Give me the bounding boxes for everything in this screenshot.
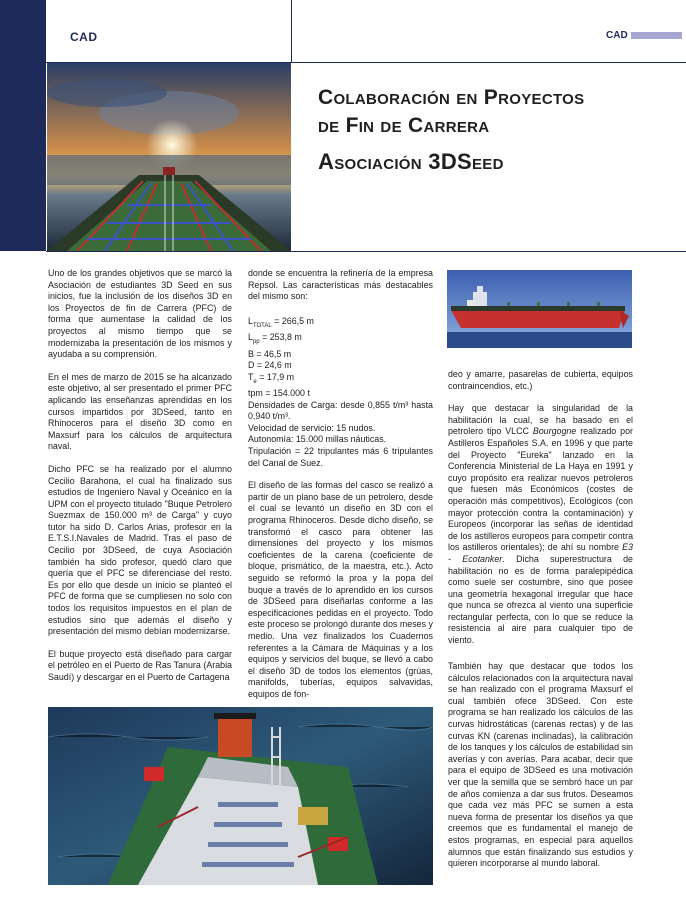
superstructure-render-image — [48, 707, 433, 885]
paragraph: deo y amarre, pasarelas de cubierta, equipos contraincendios, etc.) — [448, 369, 633, 391]
article-title-line-1: Colaboración en Proyectos — [318, 86, 585, 109]
spec-draft: $T_e = 17,9$ m — [248, 371, 295, 385]
paragraph: Hay que destacar la singularidad de la habilitación la cual, se ha basado en el petrolero tipo VLCC Bourgogne realizado por Astilleros Españoles S.A. en 1996 y que parte del Proyecto "Eureka" lanzado en la Conferencia Ministerial de La Haya en 1991 y cuyo propósito era realizar nuevos petroleros que fuesen más Económicos (costes de operación más competitivos), Ecológicos (con mayor protección contra la contaminación) y Europeos (incorporar las señas de identidad de los astilleros europeos para competir contra los astilleros orientales); de ahí su nombre E3 - Ecotanker. Dicha superestructura de habilitación no es de forma paralepipédica como suele ser costumbre, sino que posee una geometría hexagonal irregular que hace que nunca se ofrezca al viento una superficie rectangular perfecta, con lo que se reduce la resistencia al aire para cualquier tipo de viento. — [448, 403, 633, 646]
paragraph: El buque proyecto está diseñado para cargar el petróleo en el Puerto de Ras Tanura (Arabia Saudí) y descargar en el Puerto de Cartagena — [48, 648, 232, 682]
header-divider — [291, 0, 292, 62]
hero-ship-deck-image — [47, 63, 291, 251]
spec-speed: Velocidad de servicio: 15 nudos. — [248, 422, 376, 433]
column-3-lower — [448, 661, 633, 881]
spec-tpm: tpm = 154.000 t — [248, 388, 310, 399]
article-title-block — [318, 84, 678, 176]
spec-autonomy: Autonomía: 15.000 millas náuticas. — [248, 434, 387, 445]
page-header — [0, 0, 686, 62]
paragraph: donde se encuentra la refinería de la empresa Repsol. Las características más destacables del mismo son: — [248, 268, 433, 302]
section-tag-left: CAD — [70, 30, 98, 44]
article-title-line-2: de Fin de Carrera — [318, 114, 490, 137]
spec-length-total: $L_{TOTAL} = 266,5$ m — [248, 315, 314, 329]
paragraph: El diseño de las formas del casco se realizó a partir de un plano base de un petrolero, desde el cual se levantó un diseño en 3D con el programa Rhinoceros. Desde dicho diseño, se transformó el casco para obtener las dimensiones del proyecto y los mismos coeficientes de la carena (coeficiente de bloque, prismático, de la maestra, etc.). Acto seguido se reformó la proa y la popa del buque a través de lo aprendido en los cursos de 3DSeed para diseñarlas conforme a las especificaciones pedidas en el proyecto. Todo este proceso se prolongó durante dos meses y medio. Una vez finalizados los Cuadernos referentes a la Cámara de Máquinas y a los equipos y servicios del buque, se llevó a cabo el diseño 3D de todos los elementos (grúas, manifolds, tuberías, equipos salvavidas, equipos de fon- — [248, 480, 433, 699]
column-3 — [448, 369, 633, 658]
column-1 — [48, 268, 232, 695]
paragraph: En el mes de marzo de 2015 se ha alcanzado este objetivo, al ser presentado el primer PFC aplicando las enseñanzas aprendidas en los cursos impartidos por 3DSeed, tanto en Rhinoceros para el diseño 3D como en Maxsurf para los cálculos de arquitectura naval. — [48, 371, 232, 452]
spec-beam: B = 46,5 m — [248, 348, 292, 359]
hero-rule — [46, 251, 686, 252]
paragraph: También hay que destacar que todos los cálculos relacionados con la arquitectura naval se han realizado con el programa Maxsurf el cual también ofece 3DSeed. Con este programa se han realizado los cálculos de las curvas hidrostáticas (carenas rectas) y de las curvas KN (carenas inclinadas), la calibración de los tanques y los cálculos de estabilidad sin averías y con averías. Para acabar, decir que para el equipo de 3DSeed es una motivación ver que la semilla que se sembró hace un par de años comienza a dar sus frutos. Deseamos que cada vez más PFC se sumen a esta nueva forma de presentar los diseños ya que creemos que es fundamental el manejo de estos programas, en especial para aquellos alumnos que están finalizando sus estudios y quieren incorporarse al mundo laboral. — [448, 661, 633, 869]
spec-depth: D = 24,6 m — [248, 360, 292, 371]
tanker-hull-image — [447, 270, 632, 348]
header-accent-bar — [631, 32, 682, 39]
article-subtitle: Asociación 3DSeed — [318, 149, 504, 174]
paragraph: Uno de los grandes objetivos que se marcó la Asociación de estudiantes 3D Seed en sus inicios, fue la inclusión de los diseños 3D en los Proyectos de fin de Carrera (PFC) de forma que aumentase la calidad de los proyectos al mismo tiempo que se modernizaba la presentación de los mismos y ayudaba a su comprensión. — [48, 268, 232, 360]
section-tag-right: CAD — [606, 30, 628, 41]
spec-crew: Tripulación = 22 tripulantes más 6 tripulantes del Canal de Suez. — [248, 446, 433, 468]
column-2 — [248, 268, 433, 712]
spec-length-pp: $L_{pp} = 253,8$ m — [248, 332, 302, 345]
paragraph: Dicho PFC se ha realizado por el alumno Cecilio Barahona, el cual ha finalizado sus estudios de Ingeniero Naval y Oceánico en la UPM con el proyecto titulado "Buque Petrolero Suezmax de 150.000 m³ de Carga" y cuyo tutor ha sido D. Carlos Arias, profesor en la E.T.S.I.Navales de Madrid. Tras el paso de Cecilio por 3DSeed, de cuya Asociación también ha sido profesor, quedó claro que quería que el PFC se diferenciase del resto. Es por ello que desde un inicio se planteó el PFC de forma que se cumpliesen no solo con todos los requisitos impuestos en el plan de estudios sino que además el diseño y presentación del mismo debían modernizarse. — [48, 463, 232, 637]
spec-density: Densidades de Carga: desde 0,855 t/m³ hasta 0,940 t/m³. — [248, 399, 433, 422]
